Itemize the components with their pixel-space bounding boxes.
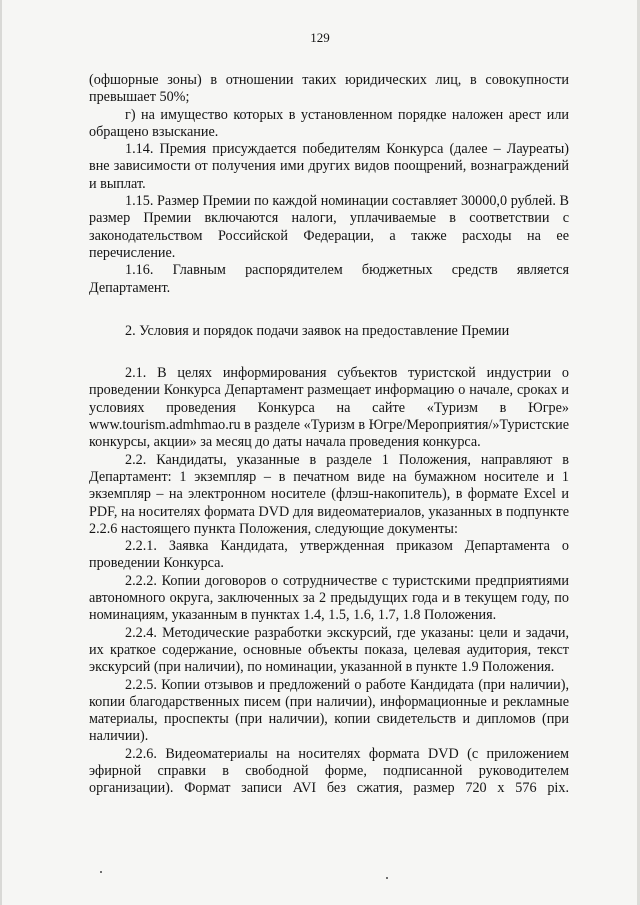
page-number: 129: [310, 30, 330, 45]
paragraph: 2.2.4. Методические разработки экскурсий, где указаны: цели и задачи, их краткое содержание, основные объекты показа, целевая аудитория, текст экскурсий (при наличии), по номинации, указанной в пункте 1.9 Положения.: [89, 624, 569, 676]
paragraph: (офшорные зоны) в отношении таких юридических лиц, в совокупности превышает 50%;: [89, 72, 569, 106]
scan-speck: [100, 871, 102, 873]
paragraph: 2.2. Кандидаты, указанные в разделе 1 Положения, направляют в Департамент: 1 экземпляр – в печатном виде на бумажном носителе и 1 экземпляр – на электронном носителе (флэш-накопитель), в формате Excel и PDF, на носителях формата DVD для видеоматериалов, указанных в подпункте 2.2.6 настоящего пункта Положения, следующие документы:: [89, 451, 569, 537]
paragraph: 1.15. Размер Премии по каждой номинации составляет 30000,0 рублей. В размер Премии включаются налоги, уплачиваемые в соответствии с законодательством Российской Федерации, а также расходы на ее перечисление.: [89, 193, 569, 261]
paragraph: 2.1. В целях информирования субъектов туристской индустрии о проведении Конкурса Департамент размещает информацию о начале, сроках и условиях проведения Конкурса на сайте «Туризм в Югре» www.tourism.admhmao.ru в разделе «Туризм в Югре/Мероприятия/»Туристские конкурсы, акции» за месяц до даты начала проведения конкурса.: [89, 365, 569, 451]
paragraph: 2.2.6. Видеоматериалы на носителях формата DVD (с приложением эфирной справки в свободной форме, подписанной руководителем организации). Формат записи AVI без сжатия, размер 720 x 576 pix.: [89, 745, 569, 797]
paragraph: 2.2.5. Копии отзывов и предложений о работе Кандидата (при наличии), копии благодарственных писем (при наличии), информационные и рекламные материалы, проспекты (при наличии), копии свидетельств и дипломов (при наличии).: [89, 676, 569, 745]
document-body: [89, 72, 569, 798]
scan-edge-left: [0, 0, 2, 905]
paragraph: 2.2.1. Заявка Кандидата, утвержденная приказом Департамента о проведении Конкурса.: [89, 538, 569, 572]
paragraph: 1.14. Премия присуждается победителям Конкурса (далее – Лауреаты) вне зависимости от получения ими других видов поощрений, вознаграждений и выплат.: [89, 141, 569, 192]
section-heading: 2. Условия и порядок подачи заявок на предоставление Премии: [125, 322, 510, 339]
paragraph: 2.2.2. Копии договоров о сотрудничестве с туристскими предприятиями автономного округа, заключенных за 2 предыдущих года и в текущем году, по номинациям, указанным в пунктах 1.4, 1.5, 1.6, 1.7, 1.8 Положения.: [89, 572, 569, 624]
scan-speck: [386, 877, 388, 879]
paragraph: 1.16. Главным распорядителем бюджетных средств является Департамент.: [89, 262, 569, 296]
paragraph: г) на имущество которых в установленном порядке наложен арест или обращено взыскание.: [89, 106, 569, 140]
